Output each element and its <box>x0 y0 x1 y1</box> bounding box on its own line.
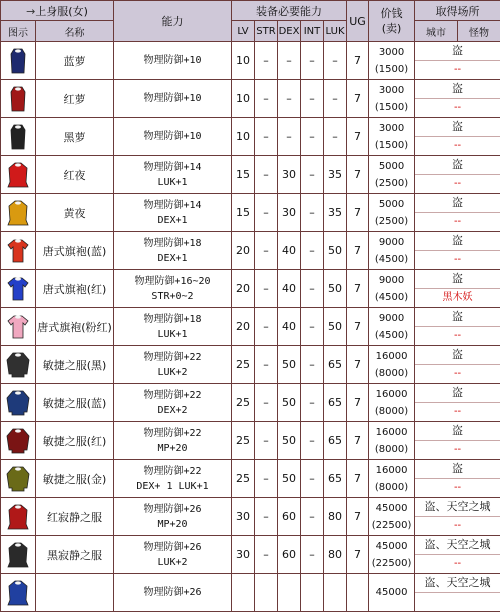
buy-price: 9000 <box>369 234 414 251</box>
jacket-icon <box>1 384 36 422</box>
ug-cell: 7 <box>347 346 369 384</box>
ug-cell: 7 <box>347 422 369 460</box>
item-name: 黑萝 <box>36 118 114 156</box>
ability-header: 能力 <box>114 1 232 42</box>
buy-price: 3000 <box>369 120 414 137</box>
shirt-icon <box>1 270 36 308</box>
ability-cell <box>114 232 232 270</box>
armor-icon <box>1 536 36 574</box>
buy-price: 45000 <box>369 500 414 517</box>
ability-cell <box>114 308 232 346</box>
luk-cell: 50 <box>324 270 347 308</box>
buy-price: 16000 <box>369 462 414 479</box>
price-cell <box>369 270 415 308</box>
lv-cell: 25 <box>232 422 255 460</box>
luk-cell: 65 <box>324 384 347 422</box>
int-cell: – <box>301 118 324 156</box>
dex-cell: 50 <box>278 346 301 384</box>
arrow-icon: → <box>26 5 35 18</box>
source-cell <box>415 536 500 574</box>
item-name: 敏捷之服(金) <box>36 460 114 498</box>
sell-price: (1500) <box>369 99 414 116</box>
table-row <box>1 118 500 156</box>
city-source: 盗、天空之城 <box>415 536 500 555</box>
price-cell <box>369 232 415 270</box>
source-cell <box>415 118 500 156</box>
int-cell: – <box>301 270 324 308</box>
ability-line: LUK+2 <box>114 365 231 380</box>
ug-cell: 7 <box>347 80 369 118</box>
buy-price: 3000 <box>369 82 414 99</box>
buy-price: 9000 <box>369 272 414 289</box>
ability-line: 物理防御+14 <box>114 160 231 175</box>
ability-line: 物理防御+22 <box>114 426 231 441</box>
buy-price: 5000 <box>369 196 414 213</box>
ability-line: 物理防御+26 <box>114 585 231 600</box>
str-cell: – <box>255 80 278 118</box>
table-row <box>1 156 500 194</box>
price-cell <box>369 346 415 384</box>
item-name: 敏捷之服(红) <box>36 422 114 460</box>
item-name: 蓝萝 <box>36 42 114 80</box>
shirt-icon <box>1 308 36 346</box>
item-name: 黑寂静之服 <box>36 536 114 574</box>
ability-line: 物理防御+18 <box>114 312 231 327</box>
dex-cell: – <box>278 42 301 80</box>
price-cell <box>369 498 415 536</box>
dex-cell: 50 <box>278 460 301 498</box>
price-cell <box>369 80 415 118</box>
ug-cell: 7 <box>347 498 369 536</box>
source-cell <box>415 232 500 270</box>
ability-cell <box>114 80 232 118</box>
luk-cell: 80 <box>324 498 347 536</box>
luk-cell: – <box>324 118 347 156</box>
table-row <box>1 194 500 232</box>
ability-cell <box>114 422 232 460</box>
ability-cell <box>114 536 232 574</box>
lv-cell: 30 <box>232 536 255 574</box>
item-name: 唐式旗袍(红) <box>36 270 114 308</box>
monster-source <box>415 593 500 611</box>
ug-cell: 7 <box>347 460 369 498</box>
table-row <box>1 346 500 384</box>
table-row <box>1 384 500 422</box>
buy-price: 5000 <box>369 158 414 175</box>
luk-cell: 50 <box>324 308 347 346</box>
ug-cell: 7 <box>347 156 369 194</box>
city-source: 盗 <box>415 194 500 213</box>
source-cell <box>415 270 500 308</box>
dex-header: DEX <box>278 21 301 42</box>
price-cell <box>369 536 415 574</box>
lv-cell: 25 <box>232 384 255 422</box>
str-cell: – <box>255 194 278 232</box>
buy-price: 9000 <box>369 310 414 327</box>
lv-cell: 10 <box>232 42 255 80</box>
sell-price: (8000) <box>369 365 414 382</box>
dex-cell: 60 <box>278 536 301 574</box>
str-cell: – <box>255 536 278 574</box>
str-cell: – <box>255 232 278 270</box>
source-cell <box>415 308 500 346</box>
lv-cell: 25 <box>232 460 255 498</box>
price-cell <box>369 384 415 422</box>
int-cell: – <box>301 232 324 270</box>
buy-price: 45000 <box>369 538 414 555</box>
luk-cell: 80 <box>324 536 347 574</box>
shirt-icon <box>1 232 36 270</box>
dex-cell: – <box>278 80 301 118</box>
ability-line: 物理防御+22 <box>114 350 231 365</box>
ability-cell <box>114 42 232 80</box>
item-name: 红夜 <box>36 156 114 194</box>
source-cell <box>415 384 500 422</box>
monster-source: -- <box>415 251 500 269</box>
lv-cell: 25 <box>232 346 255 384</box>
ability-line: 物理防御+22 <box>114 464 231 479</box>
int-cell: – <box>301 536 324 574</box>
luk-cell: 35 <box>324 156 347 194</box>
monster-source: -- <box>415 441 500 459</box>
table-row <box>1 536 500 574</box>
source-cell <box>415 346 500 384</box>
monster-source: -- <box>415 61 500 79</box>
str-cell: – <box>255 118 278 156</box>
dex-cell: 40 <box>278 308 301 346</box>
monster-source: -- <box>415 555 500 573</box>
source-cell <box>415 194 500 232</box>
ability-line: LUK+1 <box>114 327 231 342</box>
ability-line: 物理防御+16~20 <box>114 274 231 289</box>
sell-price: (8000) <box>369 479 414 496</box>
ability-cell <box>114 460 232 498</box>
ability-line: DEX+1 <box>114 213 231 228</box>
table-row <box>1 232 500 270</box>
buy-price: 16000 <box>369 386 414 403</box>
buy-price: 16000 <box>369 348 414 365</box>
item-name: 唐式旗袍(粉红) <box>36 308 114 346</box>
city-source: 盗 <box>415 422 500 441</box>
ability-cell <box>114 156 232 194</box>
ability-cell <box>114 498 232 536</box>
item-name: 红寂静之服 <box>36 498 114 536</box>
str-cell: – <box>255 42 278 80</box>
monster-header: 怪物 <box>458 21 500 42</box>
monster-source: -- <box>415 213 500 231</box>
buy-price: 45000 <box>369 584 414 601</box>
sell-price: (4500) <box>369 289 414 306</box>
monster-source: -- <box>415 137 500 155</box>
city-source: 盗、天空之城 <box>415 498 500 517</box>
city-source: 盗 <box>415 270 500 289</box>
category-title: →上身服(女) <box>1 1 114 21</box>
table-row <box>1 498 500 536</box>
str-cell: – <box>255 460 278 498</box>
ability-cell <box>114 270 232 308</box>
str-cell: – <box>255 156 278 194</box>
ug-cell: 7 <box>347 536 369 574</box>
luk-cell: 65 <box>324 346 347 384</box>
int-cell: – <box>301 80 324 118</box>
luk-cell: 65 <box>324 460 347 498</box>
lv-cell: 20 <box>232 308 255 346</box>
ug-cell: 7 <box>347 42 369 80</box>
city-source: 盗 <box>415 80 500 99</box>
ability-cell <box>114 384 232 422</box>
dex-cell: 50 <box>278 422 301 460</box>
jacket-icon <box>1 460 36 498</box>
table-row <box>1 42 500 80</box>
ability-line: DEX+1 <box>114 251 231 266</box>
table-row <box>1 308 500 346</box>
item-name: 敏捷之服(蓝) <box>36 384 114 422</box>
item-name: 敏捷之服(黑) <box>36 346 114 384</box>
lv-header: LV <box>232 21 255 42</box>
str-cell: – <box>255 346 278 384</box>
sell-price: (8000) <box>369 441 414 458</box>
str-cell: – <box>255 308 278 346</box>
int-cell: – <box>301 194 324 232</box>
lv-cell: 10 <box>232 118 255 156</box>
sell-price: (8000) <box>369 403 414 420</box>
ability-line: 物理防御+10 <box>114 129 231 144</box>
int-cell: – <box>301 346 324 384</box>
ug-cell: 7 <box>347 270 369 308</box>
sell-price: (2500) <box>369 213 414 230</box>
int-cell: – <box>301 156 324 194</box>
ability-line: STR+0~2 <box>114 289 231 304</box>
lv-cell: 20 <box>232 232 255 270</box>
luk-header: LUK <box>324 21 347 42</box>
source-cell <box>415 498 500 536</box>
int-cell: – <box>301 308 324 346</box>
price-cell <box>369 42 415 80</box>
table-row <box>1 422 500 460</box>
source-header: 取得场所 <box>415 1 500 21</box>
ability-line: MP+20 <box>114 441 231 456</box>
monster-source: -- <box>415 327 500 345</box>
int-cell: – <box>301 460 324 498</box>
monster-source: -- <box>415 479 500 497</box>
ability-cell <box>114 194 232 232</box>
ug-cell: 7 <box>347 118 369 156</box>
ability-line: DEX+2 <box>114 403 231 418</box>
source-cell <box>415 156 500 194</box>
buy-price: 3000 <box>369 44 414 61</box>
lv-cell: 15 <box>232 194 255 232</box>
luk-cell: – <box>324 80 347 118</box>
ug-cell: 7 <box>347 308 369 346</box>
city-source: 盗 <box>415 308 500 327</box>
lv-cell: 15 <box>232 156 255 194</box>
luk-cell: – <box>324 42 347 80</box>
int-cell: – <box>301 384 324 422</box>
str-cell: – <box>255 498 278 536</box>
city-source: 盗 <box>415 232 500 251</box>
luk-cell: 65 <box>324 422 347 460</box>
dex-cell: 40 <box>278 270 301 308</box>
price-cell <box>369 194 415 232</box>
ability-line: DEX+ 1 LUK+1 <box>114 479 231 494</box>
item-name: 唐式旗袍(蓝) <box>36 232 114 270</box>
sell-price: (1500) <box>369 61 414 78</box>
monster-source: -- <box>415 175 500 193</box>
armor-icon <box>1 194 36 232</box>
price-cell <box>369 460 415 498</box>
robe-icon <box>1 80 36 118</box>
dex-cell: 30 <box>278 194 301 232</box>
item-name: 黄夜 <box>36 194 114 232</box>
price-cell <box>369 156 415 194</box>
sell-price: (22500) <box>369 555 414 572</box>
ug-cell: 7 <box>347 194 369 232</box>
city-header: 城市 <box>415 21 458 42</box>
ability-line: MP+20 <box>114 517 231 532</box>
int-cell: – <box>301 42 324 80</box>
price-cell <box>369 308 415 346</box>
dex-cell: 40 <box>278 232 301 270</box>
ability-line: 物理防御+26 <box>114 502 231 517</box>
lv-cell: 10 <box>232 80 255 118</box>
ug-cell: 7 <box>347 384 369 422</box>
ability-line: 物理防御+14 <box>114 198 231 213</box>
monster-source: -- <box>415 403 500 421</box>
name-header: 名称 <box>36 21 114 42</box>
str-cell: – <box>255 270 278 308</box>
ability-line: 物理防御+10 <box>114 91 231 106</box>
sell-price: (2500) <box>369 175 414 192</box>
lv-cell: 20 <box>232 270 255 308</box>
int-cell: – <box>301 498 324 536</box>
armor-icon <box>1 156 36 194</box>
table-row <box>1 270 500 308</box>
sell-price: (22500) <box>369 517 414 534</box>
int-cell: – <box>301 422 324 460</box>
icon-header: 图示 <box>1 21 36 42</box>
city-source: 盗 <box>415 384 500 403</box>
robe-icon <box>1 118 36 156</box>
armor-icon <box>1 498 36 536</box>
luk-cell: 50 <box>324 232 347 270</box>
ability-line: 物理防御+18 <box>114 236 231 251</box>
ug-cell: 7 <box>347 232 369 270</box>
city-source: 盗 <box>415 156 500 175</box>
monster-source: 黑木妖 <box>415 289 500 307</box>
monster-source: -- <box>415 99 500 117</box>
requirements-header: 装备必要能力 <box>232 1 347 21</box>
int-header: INT <box>301 21 324 42</box>
price-cell <box>369 422 415 460</box>
table-row <box>1 80 500 118</box>
jacket-icon <box>1 422 36 460</box>
buy-price: 16000 <box>369 424 414 441</box>
ability-line: LUK+2 <box>114 555 231 570</box>
ability-line: 物理防御+26 <box>114 540 231 555</box>
city-source: 盗 <box>415 346 500 365</box>
dex-cell: 30 <box>278 156 301 194</box>
ability-cell <box>114 346 232 384</box>
city-source: 盗 <box>415 460 500 479</box>
ability-line: 物理防御+10 <box>114 53 231 68</box>
jacket-icon <box>1 346 36 384</box>
str-header: STR <box>255 21 278 42</box>
monster-source: -- <box>415 365 500 383</box>
city-source: 盗、天空之城 <box>415 574 500 593</box>
sell-price: (4500) <box>369 327 414 344</box>
sell-price: (4500) <box>369 251 414 268</box>
str-cell: – <box>255 422 278 460</box>
str-cell: – <box>255 384 278 422</box>
monster-source: -- <box>415 517 500 535</box>
dex-cell: 50 <box>278 384 301 422</box>
ability-line: 物理防御+22 <box>114 388 231 403</box>
city-source: 盗 <box>415 118 500 137</box>
lv-cell: 30 <box>232 498 255 536</box>
city-source: 盗 <box>415 42 500 61</box>
source-cell <box>415 422 500 460</box>
sell-price: (1500) <box>369 137 414 154</box>
dex-cell: – <box>278 118 301 156</box>
luk-cell: 35 <box>324 194 347 232</box>
ability-cell <box>114 118 232 156</box>
source-cell <box>415 80 500 118</box>
source-cell <box>415 42 500 80</box>
price-cell <box>369 118 415 156</box>
dex-cell: 60 <box>278 498 301 536</box>
source-cell <box>415 460 500 498</box>
robe-icon <box>1 42 36 80</box>
price-header: 价钱 (卖) <box>369 1 415 42</box>
item-name: 红萝 <box>36 80 114 118</box>
ability-line: LUK+1 <box>114 175 231 190</box>
ug-header: UG <box>347 1 369 42</box>
table-row <box>1 460 500 498</box>
